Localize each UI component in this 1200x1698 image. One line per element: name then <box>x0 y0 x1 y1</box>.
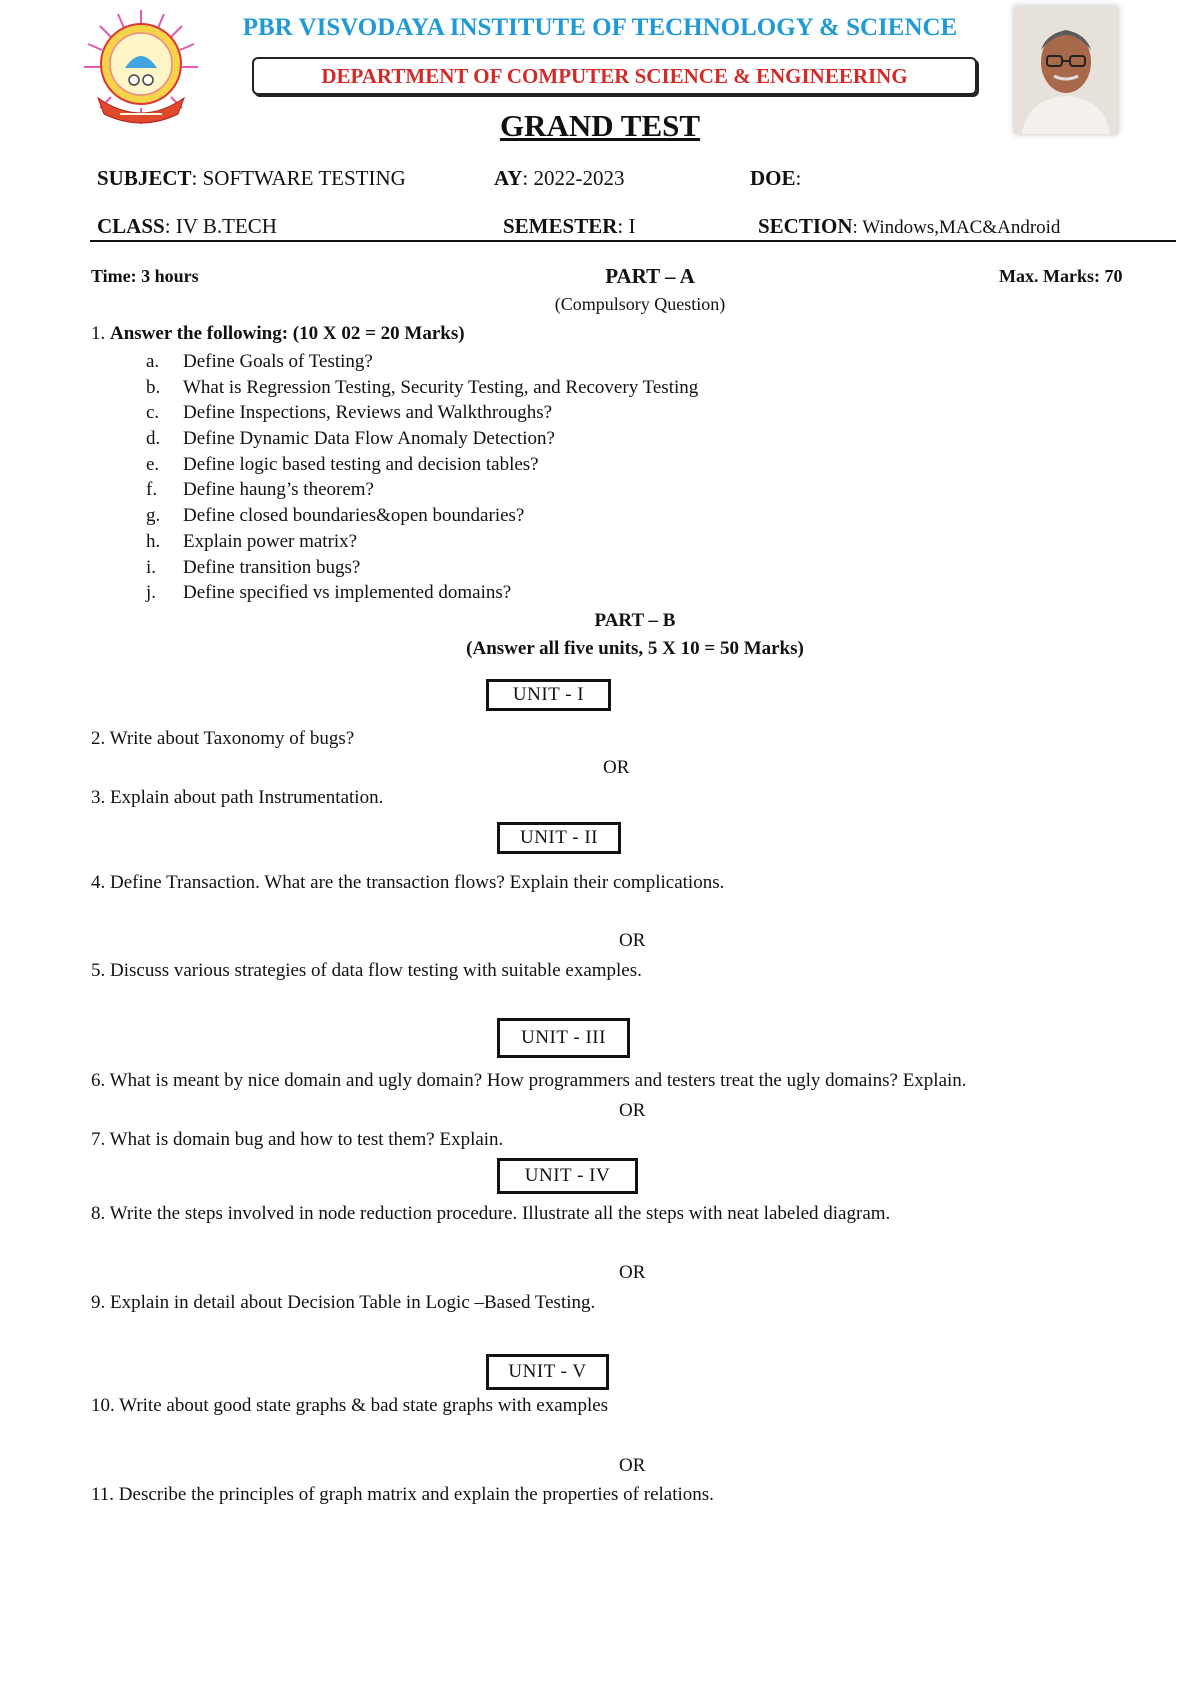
class-value: : IV B.TECH <box>164 214 277 238</box>
unit-label: UNIT - I <box>512 684 585 705</box>
semester-label: SEMESTER <box>503 214 618 238</box>
item-text: Define haung’s theorem? <box>183 479 374 501</box>
doe-field <box>750 166 801 191</box>
ay-label: AY <box>494 166 523 190</box>
part-b-title: PART – B <box>594 610 676 631</box>
unit-5-heading <box>486 1354 609 1390</box>
question-2: 2. Write about Taxonomy of bugs? <box>91 728 355 749</box>
question-1 <box>91 323 465 345</box>
part-b-subtitle: (Answer all five units, 5 X 10 = 50 Marks) <box>466 638 804 659</box>
semester-field <box>503 214 635 239</box>
subject-label: SUBJECT <box>97 166 192 190</box>
item-letter: b. <box>146 376 161 398</box>
item-text: Define specified vs implemented domains? <box>183 582 512 604</box>
department-name: DEPARTMENT OF COMPUTER SCIENCE & ENGINEERING <box>321 63 908 88</box>
question-4: 4. Define Transaction. What are the transaction flows? Explain their complications. <box>91 872 725 893</box>
unit-4-heading <box>497 1158 638 1194</box>
subject-value: : SOFTWARE TESTING <box>191 166 406 190</box>
item-letter: a. <box>146 351 160 372</box>
part-a-subtitle: (Compulsory Question) <box>554 294 726 314</box>
item-letter: e. <box>146 453 160 475</box>
item-text: Define transition bugs? <box>183 556 361 578</box>
item-letter: i. <box>146 556 157 578</box>
unit-label: UNIT - IV <box>524 1165 611 1186</box>
unit-1-heading <box>486 679 611 711</box>
question-3: 3. Explain about path Instrumentation. <box>91 787 384 808</box>
question-6: 6. What is meant by nice domain and ugly domain? How programmers and testers treat the ugly domains? Explain. <box>91 1070 967 1091</box>
item-letter: c. <box>146 402 160 424</box>
item-text: Define Goals of Testing? <box>183 351 373 372</box>
or-separator: OR <box>619 930 646 951</box>
doe-value: : <box>795 166 802 190</box>
item-letter: g. <box>146 505 161 527</box>
ay-field <box>494 166 624 191</box>
unit-label: UNIT - III <box>521 1027 606 1048</box>
item-text: Define logic based testing and decision tables? <box>183 453 539 475</box>
item-text: Define closed boundaries&open boundaries? <box>183 505 525 527</box>
item-letter: j. <box>146 582 157 604</box>
item-text: Explain power matrix? <box>183 530 358 552</box>
unit-3-heading <box>497 1018 630 1058</box>
item-text: Define Inspections, Reviews and Walkthroughs? <box>183 402 553 424</box>
question-9: 9. Explain in detail about Decision Table in Logic –Based Testing. <box>91 1292 596 1313</box>
section-value: : Windows,MAC&Android <box>852 217 1061 238</box>
item-text: What is Regression Testing, Security Testing, and Recovery Testing <box>183 376 699 398</box>
department-banner <box>252 57 977 95</box>
or-separator: OR <box>603 757 630 778</box>
question-8: 8. Write the steps involved in node reduction procedure. Illustrate all the steps with neat labeled diagram. <box>91 1203 891 1224</box>
question-10: 10. Write about good state graphs & bad state graphs with examples <box>91 1395 609 1416</box>
header-divider <box>90 240 1176 242</box>
question-5: 5. Discuss various strategies of data flow testing with suitable examples. <box>91 960 642 981</box>
semester-value: : I <box>617 214 636 238</box>
or-separator: OR <box>619 1100 646 1121</box>
unit-label: UNIT - V <box>508 1361 587 1382</box>
doe-label: DOE <box>750 166 796 190</box>
class-label: CLASS <box>97 214 165 238</box>
question-1-heading: Answer the following: (10 X 02 = 20 Marks) <box>110 323 465 344</box>
section-label: SECTION <box>758 214 853 238</box>
item-text: Define Dynamic Data Flow Anomaly Detection? <box>183 428 555 450</box>
page-title: GRAND TEST <box>499 108 701 143</box>
institute-name: PBR VISVODAYA INSTITUTE OF TECHNOLOGY & SCIENCE <box>242 14 958 41</box>
founder-photo <box>1014 6 1118 134</box>
or-separator: OR <box>619 1455 646 1476</box>
institute-logo <box>80 6 202 128</box>
part-a-title: PART – A <box>605 264 695 288</box>
question-1-number: 1. <box>91 323 106 344</box>
question-7: 7. What is domain bug and how to test them? Explain. <box>91 1129 504 1150</box>
item-letter: d. <box>146 428 161 450</box>
time-allowed: Time: 3 hours <box>91 266 199 286</box>
section-field <box>758 214 1060 239</box>
item-letter: f. <box>146 479 158 501</box>
class-field <box>97 214 277 239</box>
unit-label: UNIT - II <box>519 827 598 848</box>
subject-field <box>97 166 406 191</box>
item-letter: h. <box>146 530 161 552</box>
ay-value: : 2022-2023 <box>522 166 625 190</box>
max-marks: Max. Marks: 70 <box>999 266 1123 286</box>
unit-2-heading <box>497 822 621 854</box>
or-separator: OR <box>619 1262 646 1283</box>
question-11: 11. Describe the principles of graph matrix and explain the properties of relations. <box>91 1484 714 1505</box>
